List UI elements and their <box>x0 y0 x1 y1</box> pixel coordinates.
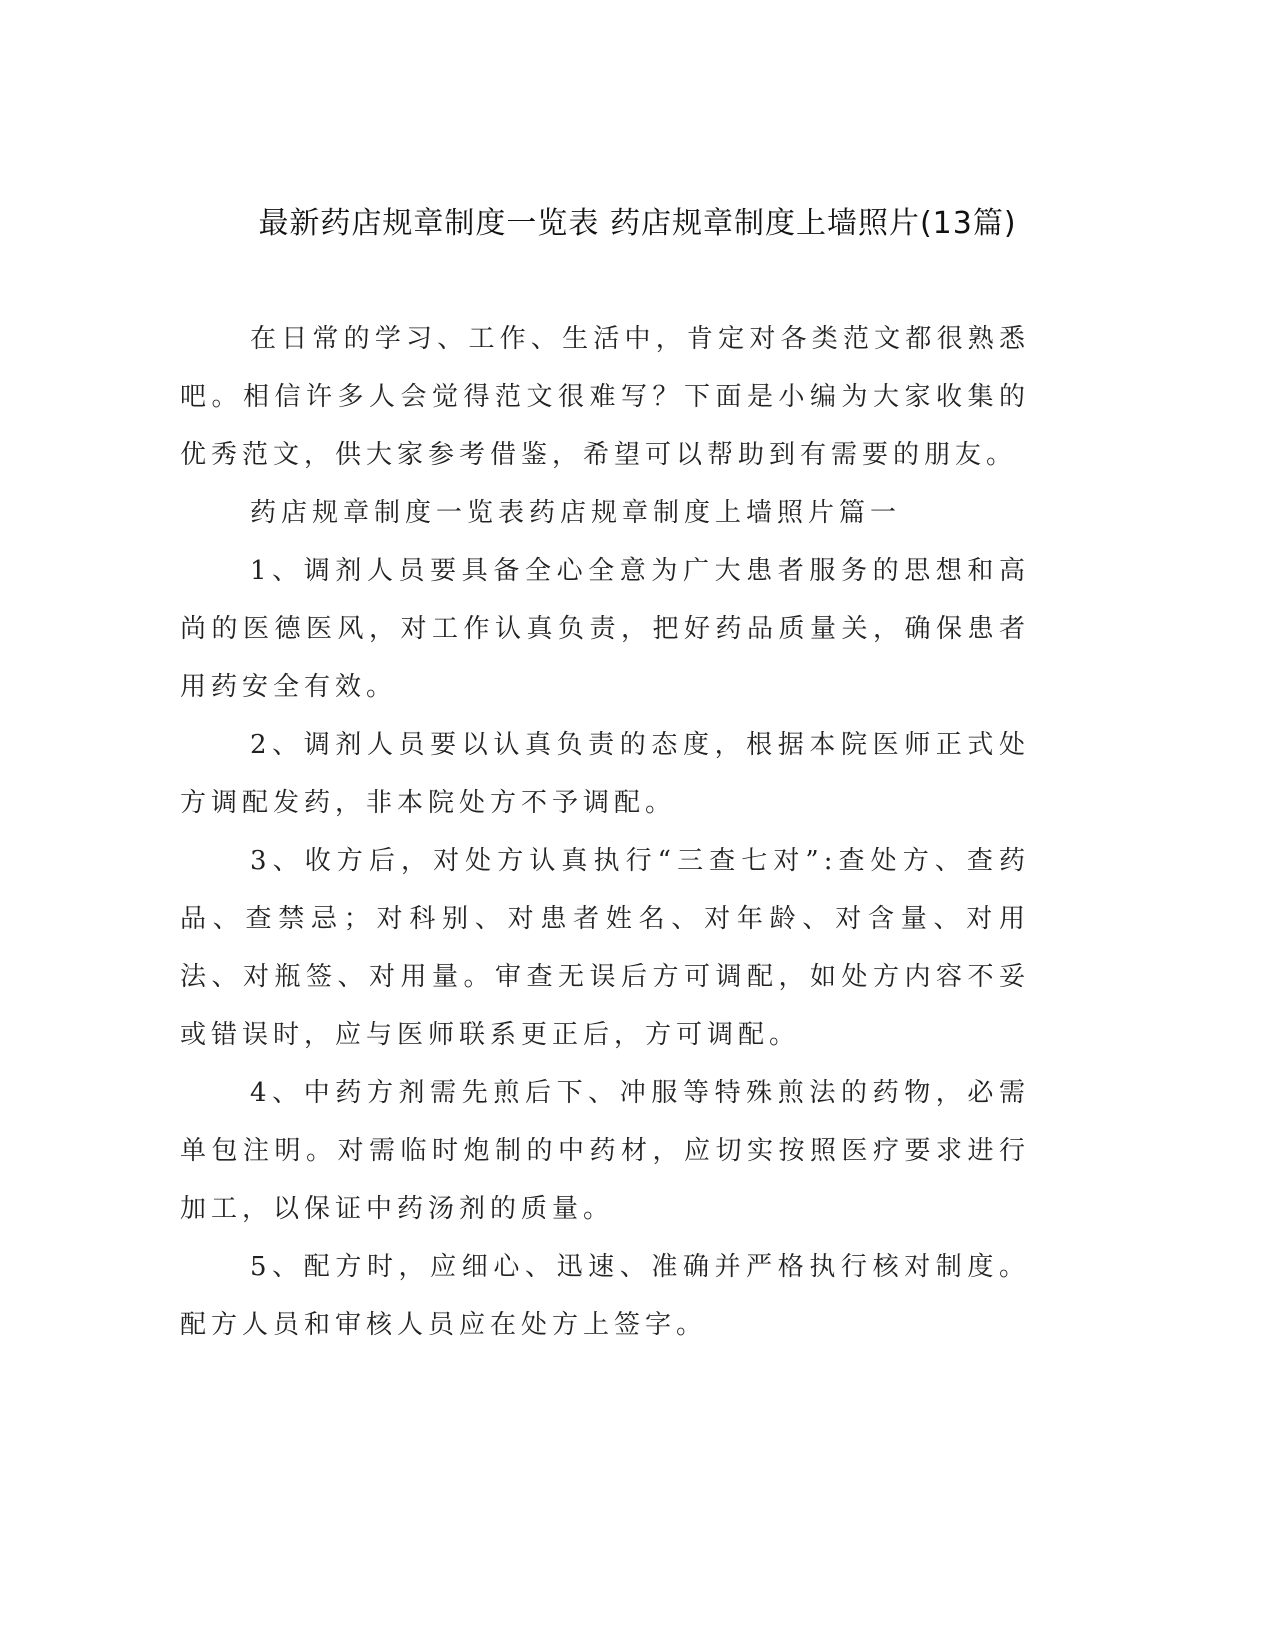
rule-paragraph-5: 5、配方时，应细心、迅速、准确并严格执行核对制度。配方人员和审核人员应在处方上签字。 <box>180 1252 1030 1340</box>
document-body <box>180 310 1030 1354</box>
rule-paragraph-3: 3、收方后，对处方认真执行“三查七对”:查处方、查药品、查禁忌；对科别、对患者姓名、对年龄、对含量、对用法、对瓶签、对用量。审查无误后方可调配，如处方内容不妥或错误时，应与医师联系更正后，方可调配。 <box>180 846 1030 1050</box>
intro-paragraph: 在日常的学习、工作、生活中，肯定对各类范文都很熟悉吧。相信许多人会觉得范文很难写？下面是小编为大家收集的优秀范文，供大家参考借鉴，希望可以帮助到有需要的朋友。 <box>180 324 1030 470</box>
rule-paragraph-1: 1、调剂人员要具备全心全意为广大患者服务的思想和高尚的医德医风，对工作认真负责，把好药品质量关，确保患者用药安全有效。 <box>180 556 1030 702</box>
rule-paragraph-4: 4、中药方剂需先煎后下、冲服等特殊煎法的药物，必需单包注明。对需临时炮制的中药材，应切实按照医疗要求进行加工，以保证中药汤剂的质量。 <box>180 1078 1030 1224</box>
document-title: 最新药店规章制度一览表 药店规章制度上墙照片(13篇) <box>258 206 1017 241</box>
section-heading: 药店规章制度一览表药店规章制度上墙照片篇一 <box>250 498 902 528</box>
rule-paragraph-2: 2、调剂人员要以认真负责的态度，根据本院医师正式处方调配发药，非本院处方不予调配。 <box>180 730 1030 818</box>
